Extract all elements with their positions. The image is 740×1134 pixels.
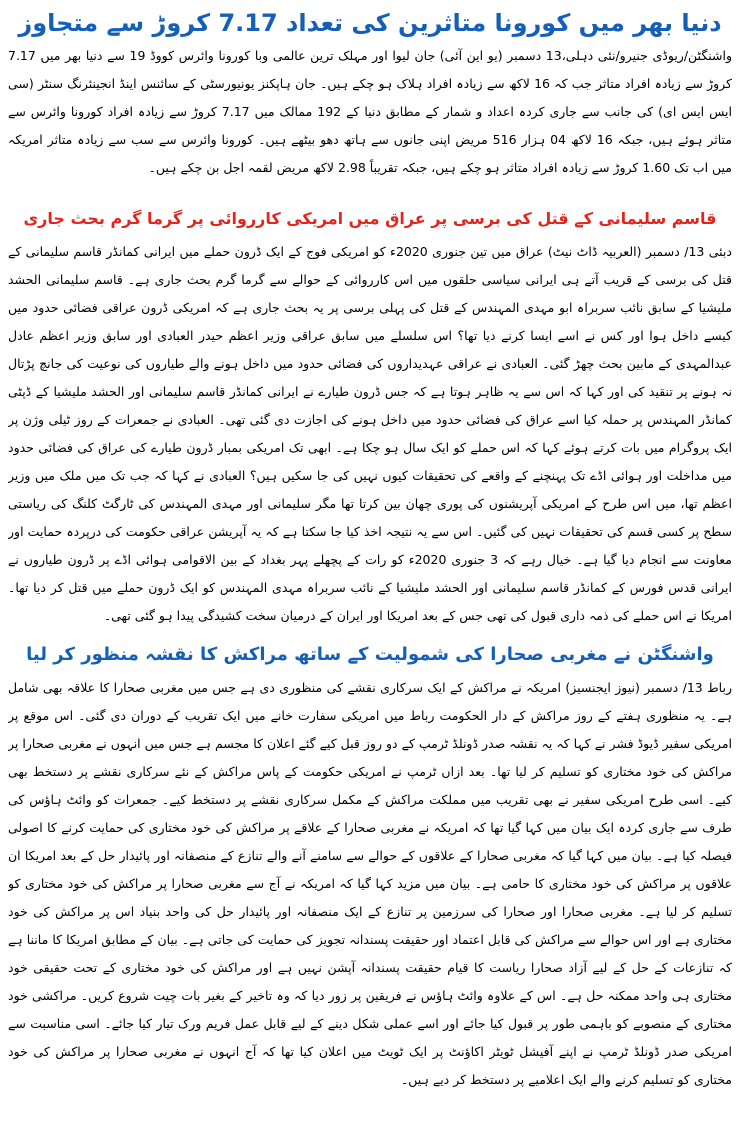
- article-body-morocco: رباط 13/ دسمبر (نیوز ایجنسیز) امریکہ نے مراکش کے ایک سرکاری نقشے کی منظوری دی ہے جس میں مغربی صحارا کا علاقہ بھی شامل ہے۔ یہ منظوری ہفتے کے روز مراکش کے دار الحکومت رباط میں امریکی سفارت خانے میں ایک تقریب کے دوران دی گئی۔ اس موقع پر امریکی سفیر ڈیوڈ فشر نے کہا کہ یہ نقشہ صدر ڈونلڈ ٹرمپ کے دو روز قبل کیے گئے اعلان کا مجسم ہے جس میں انہوں نے مغربی صحارا پر مراکش کی خود مختاری کو تسلیم کر لیا تھا۔ بعد ازاں ٹرمپ نے امریکی حکومت کے پاس مراکش کے نئے سرکاری نقشے پر دستخط بھی کیے۔ اسی طرح امریکی سفیر نے بھی تقریب میں مملکت مراکش کے مکمل سرکاری نقشے پر دستخط کیے۔ جمعرات کو وائٹ ہاؤس کی طرف سے جاری کردہ ایک بیان میں کہا گیا تھا کہ امریکہ نے مغربی صحارا کے علاقے پر مراکش کی خود مختاری کی حمایت کرنے کا اصولی فیصلہ کیا ہے۔ بیان میں کہا گیا کہ مغربی صحارا کے علاقوں کے حوالے سے سامنے آنے والے تنازع کے منصفانہ اور پائیدار حل کے بعد امریکا ان علاقوں پر مراکش کی خود مختاری کا حامی ہے۔ بیان میں مزید کہا گیا کہ امریکہ نے آج سے مغربی صحارا پر مراکش کی خود مختاری کو تسلیم کر لیا ہے۔ مغربی صحارا اور صحارا کی سرزمین پر تنازع کے ایک منصفانہ اور پائیدار حل کی واحد بنیاد اس پر مراکش کی خود مختاری ہے اور اس حوالے سے مراکش کی قابل اعتماد اور حقیقت پسندانہ تجویز کی حمایت کی جاتی ہے۔ بیان کے مطابق امریکا کا ماننا ہے کہ تنازعات کے حل کے لیے آزاد صحارا ریاست کا قیام حقیقت پسندانہ آپشن نہیں ہے اور مراکش کی خود مختاری کے تحت حقیقی خود مختاری ہی واحد ممکنہ حل ہے۔ اس کے علاوہ وائٹ ہاؤس نے فریقین پر زور دیا کہ وہ تاخیر کے بغیر بات چیت شروع کریں۔ مراکشی خود مختاری کے منصوبے کو باہمی طور پر قبول کیا جائے اور اسے عملی شکل دینے کے لیے قابل عمل فریم ورک تیار کیا جائے۔ اسی مناسبت سے امریکی صدر ڈونلڈ ٹرمپ نے اپنے آفیشل ٹویٹر اکاؤنٹ پر ایک ٹویٹ میں اعلان کیا تھا کہ آج انہوں نے مغربی صحارا پر مراکش کی خود مختاری کو تسلیم کرنے والے ایک اعلامیے پر دستخط کر دیے ہیں۔: [8, 680, 732, 1087]
- headline-soleimani: قاسم سلیمانی کے قتل کی برسی پر عراق میں امریکی کارروائی پر گرما گرم بحث جاری: [23, 209, 717, 228]
- headline-morocco: واشنگٹن نے مغربی صحارا کی شمولیت کے ساتھ مراکش کا نقشہ منظور کر لیا: [26, 644, 714, 665]
- story-morocco: [8, 636, 732, 1134]
- story-corona: [8, 4, 732, 196]
- article-body-corona: واشنگٹن/ریوڈی جنیرو/نئی دہلی،13 دسمبر (یو این آئی) جان لیوا اور مہلک ترین عالمی وبا کورونا وائرس کووڈ 19 سے دنیا بھر میں 7.17 کروڑ سے زیادہ افراد متاثر جب کہ 16 لاکھ سے زیادہ افراد ہلاک ہو چکے ہیں۔ جان ہاپکنز یونیورسٹی کے سائنس اینڈ انجینئرنگ سنٹر (سی ایس ایس ای) کی جانب سے جاری کردہ اعداد و شمار کے مطابق دنیا کے 192 ممالک میں 7.17 کروڑ سے زیادہ افراد کورونا وائرس سے متاثر ہوئے ہیں، جبکہ 16 لاکھ 04 ہزار 516 مریض اپنی جانوں سے ہاتھ دھو بیٹھے ہیں۔ کورونا وائرس سے سب سے زیادہ متاثر امریکہ میں اب تک 1.60 کروڑ سے زیادہ افراد متاثر ہو چکے ہیں، جبکہ تقریباً 2.98 لاکھ مریض لقمہ اجل بن چکے ہیں۔: [8, 48, 732, 175]
- headline-corona: دنیا بھر میں کورونا متاثرین کی تعداد 7.17 کروڑ سے متجاوز: [18, 9, 722, 37]
- story-soleimani: [8, 200, 732, 632]
- article-body-soleimani: دبئی 13/ دسمبر (العربیہ ڈاٹ نیٹ) عراق میں تین جنوری 2020ء کو امریکی فوج کے ایک ڈرون حملے میں ایرانی کمانڈر قاسم سلیمانی کے قتل کی برسی کے قریب آتے ہی ایرانی سیاسی حلقوں میں اس کارروائی کے حوالے سے گرما گرم بحث جاری ہے۔ قاسم سلیمانی الحشد ملیشیا کے سابق نائب سربراہ ابو مہدی المہندس کے قتل کی پہلی برسی پر یہ بحث جاری ہے کہ امریکی ڈرون عراقی فضائی حدود میں کیسے داخل ہوا اور کس نے اسے ایسا کرنے دیا تھا؟ اس سلسلے میں سابق عراقی وزیر اعظم حیدر العبادی اور سابق وزیر اعظم عادل عبدالمہدی کے مابین بحث چھڑ گئی۔ العبادی نے عراقی عہدیداروں کی فضائی حدود میں داخل ہونے والے طیاروں کی نوعیت کی جانچ پڑتال نہ ہونے پر تنقید کی اور کہا کہ اس سے یہ ظاہر ہوتا ہے کہ جس ڈرون طیارے نے ایرانی کمانڈر قاسم سلیمانی اور الحشد ملیشیا کے ڈپٹی کمانڈر المہندس پر حملہ کیا اسے عراق کی فضائی حدود میں داخل ہونے کی اجازت دی گئی تھی۔ العبادی نے جمعرات کے روز ٹیلی وژن پر ایک پروگرام میں بات کرتے ہوئے کہا کہ اس حملے کو ایک سال ہو چکا ہے۔ ابھی تک امریکی بمبار ڈرون طیارے کی عراق کی فضائی حدود میں مداخلت اور ہوائی اڈے تک پہنچنے کے واقعے کی تحقیقات کیوں نہیں کی جا سکیں ہیں؟ العبادی نے کہا کہ جب تک میں ملک میں وزیر اعظم تھا، میں اس طرح کے امریکی آپریشنوں کی پوری چھان بین کرتا تھا مگر سلیمانی اور مہدی المہندس کی ٹارگٹ کلنگ کی ریاستی سطح پر کسی قسم کی تحقیقات نہیں کی گئیں۔ اس سے یہ نتیجہ اخذ کیا جا سکتا ہے کہ یہ آپریشن عراقی حکومت کی درپردہ حمایت اور معاونت سے انجام دیا گیا ہے۔ خیال رہے کہ 3 جنوری 2020ء کو رات کے پچھلے پہر بغداد کے بین الاقوامی ہوائی اڈے پر ڈرون طیاروں نے ایرانی قدس فورس کے کمانڈر قاسم سلیمانی اور الحشد ملیشیا کے نائب سربراہ مہدی المہندس کو ایک ڈرون حملے میں قتل کر دیا تھا۔ امریکا نے اس حملے کی ذمہ داری قبول کی تھی جس کے بعد امریکا اور ایران کے درمیان سخت کشیدگی پیدا ہو گئی تھی۔: [8, 244, 732, 623]
